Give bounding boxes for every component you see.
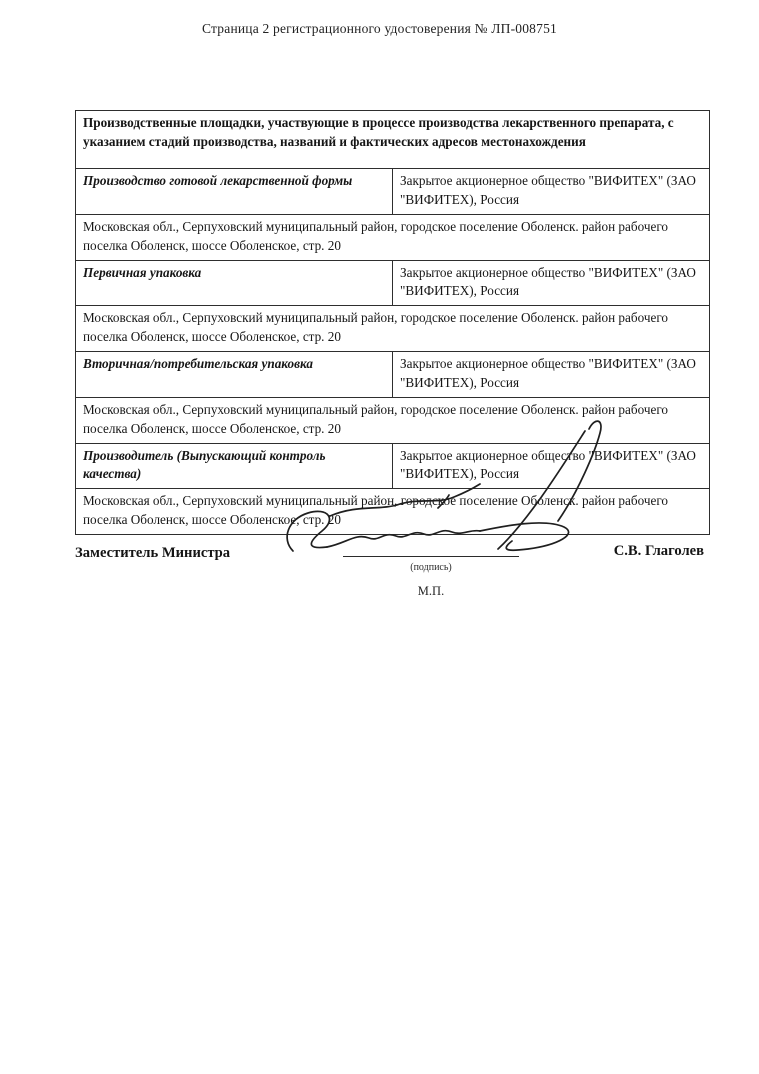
table-header-row: [76, 111, 710, 169]
table-row: [76, 489, 710, 535]
manufacturer-cell: Закрытое акционерное общество "ВИФИТЕХ" (ЗАО "ВИФИТЕХ), Россия: [393, 169, 710, 215]
page-header: Страница 2 регистрационного удостоверения № ЛП-008751: [202, 21, 557, 36]
table-row: [76, 214, 710, 260]
minister-title: Заместитель Министра: [75, 545, 231, 561]
stage-cell: Производитель (Выпускающий контроль качества): [76, 443, 393, 489]
signature-line: [343, 556, 519, 557]
manufacturer-cell: Закрытое акционерное общество "ВИФИТЕХ" (ЗАО "ВИФИТЕХ), Россия: [393, 443, 710, 489]
stage-cell: Производство готовой лекарственной формы: [76, 169, 393, 215]
signature-caption: (подпись): [410, 562, 452, 573]
table-row: [76, 443, 710, 489]
table-row: [76, 306, 710, 352]
address-cell: Московская обл., Серпуховский муниципальный район, городское поселение Оболенск. район рабочего поселка Оболенск, шоссе Оболенское, стр. 20: [76, 214, 710, 260]
address-cell: Московская обл., Серпуховский муниципальный район, городское поселение Оболенск. район рабочего поселка Оболенск, шоссе Оболенское, стр. 20: [76, 397, 710, 443]
seal-place-label: М.П.: [417, 584, 445, 598]
table-row: [76, 352, 710, 398]
table-header-cell: Производственные площадки, участвующие в процессе производства лекарственного препарата, с указанием стадий производства, названий и фактических адресов местонахождения: [76, 111, 710, 169]
address-cell: Московская обл., Серпуховский муниципальный район, городское поселение Оболенск. район рабочего поселка Оболенск, шоссе Оболенское, стр. 20: [76, 489, 710, 535]
table-row: [76, 260, 710, 306]
signer-name: С.В. Глаголев: [613, 543, 704, 559]
address-cell: Московская обл., Серпуховский муниципальный район, городское поселение Оболенск. район рабочего поселка Оболенск, шоссе Оболенское, стр. 20: [76, 306, 710, 352]
production-sites-table: [75, 110, 710, 535]
manufacturer-cell: Закрытое акционерное общество "ВИФИТЕХ" (ЗАО "ВИФИТЕХ), Россия: [393, 352, 710, 398]
table-row: [76, 169, 710, 215]
manufacturer-cell: Закрытое акционерное общество "ВИФИТЕХ" (ЗАО "ВИФИТЕХ), Россия: [393, 260, 710, 306]
stage-cell: Вторичная/потребительская упаковка: [76, 352, 393, 398]
table-row: [76, 397, 710, 443]
stage-cell: Первичная упаковка: [76, 260, 393, 306]
